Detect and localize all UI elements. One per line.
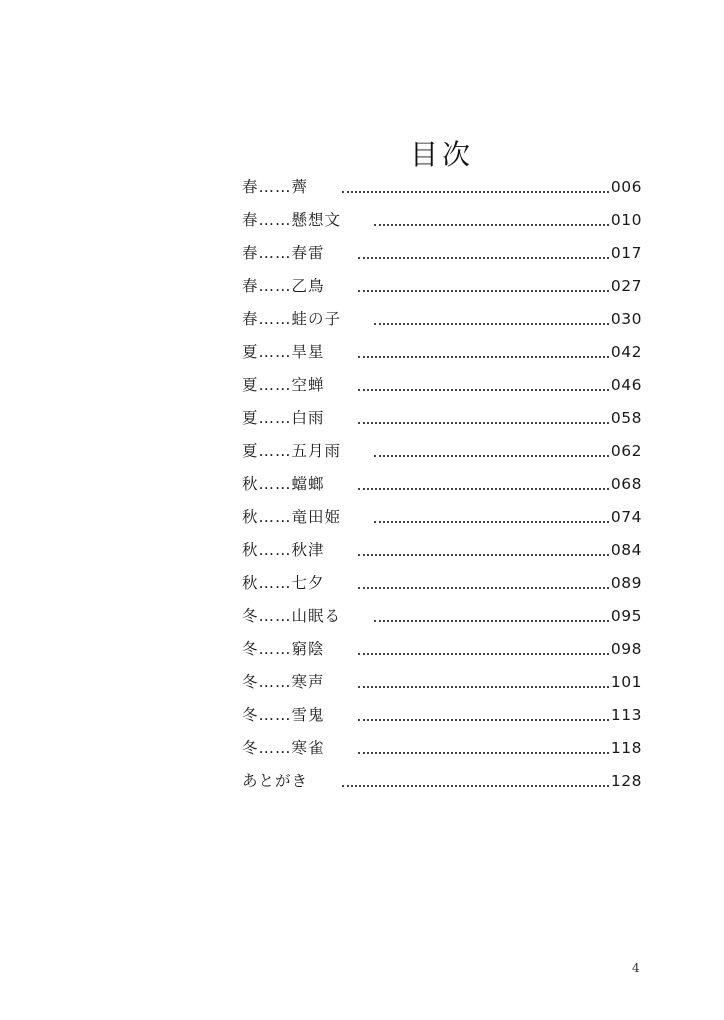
toc-dot-leader	[358, 746, 609, 754]
toc-entry[interactable]	[242, 402, 642, 435]
toc-entry[interactable]	[242, 336, 642, 369]
page-number: 4	[632, 961, 640, 975]
toc-entry-page: 058	[610, 409, 642, 427]
toc-dot-leader	[374, 218, 609, 226]
toc-entry[interactable]	[242, 468, 642, 501]
toc-dot-leader	[374, 317, 609, 325]
toc-entry-page: 113	[610, 706, 642, 724]
toc-entry-page: 006	[610, 178, 642, 196]
toc-entry-page: 084	[610, 541, 642, 559]
toc-dot-leader	[358, 383, 609, 391]
toc-entry-page: 046	[610, 376, 642, 394]
toc-dot-leader	[358, 548, 609, 556]
toc-entry-title: 春……乙鳥	[242, 277, 325, 295]
toc-dot-leader	[358, 284, 609, 292]
toc-entry[interactable]	[242, 501, 642, 534]
toc-entry-title: 夏……五月雨	[242, 442, 342, 460]
toc-entry-title: 秋……秋津	[242, 541, 325, 559]
toc-entry-title: 春……蛙の子	[242, 310, 342, 328]
toc-entry[interactable]	[242, 765, 642, 798]
toc-entry[interactable]	[242, 369, 642, 402]
toc-entry-page: 118	[610, 739, 642, 757]
toc-dot-leader	[358, 416, 609, 424]
toc-entry-page: 101	[610, 673, 642, 691]
toc-entry-page: 027	[610, 277, 642, 295]
toc-entry-title: 冬……寒雀	[242, 739, 325, 757]
toc-dot-leader	[358, 350, 609, 358]
toc-entry[interactable]	[242, 435, 642, 468]
toc-dot-leader	[358, 713, 609, 721]
toc-dot-leader	[374, 449, 609, 457]
toc-entry-title: 春……薺	[242, 178, 309, 196]
toc-entry[interactable]	[242, 699, 642, 732]
toc-dot-leader	[374, 614, 609, 622]
toc-entry[interactable]	[242, 270, 642, 303]
page-title: 目次	[409, 138, 474, 171]
toc-entry[interactable]	[242, 237, 642, 270]
toc-entry-page: 030	[610, 310, 642, 328]
toc-entry-title: 秋……竜田姫	[242, 508, 342, 526]
toc-entry[interactable]	[242, 171, 642, 204]
toc-entry-title: 冬……雪鬼	[242, 706, 325, 724]
toc-dot-leader	[342, 779, 609, 787]
toc-entry-title: 夏……旱星	[242, 343, 325, 361]
toc-entry-page: 074	[610, 508, 642, 526]
toc-entry-page: 068	[610, 475, 642, 493]
toc-dot-leader	[342, 185, 609, 193]
toc-entry-page: 089	[610, 574, 642, 592]
toc-dot-leader	[358, 251, 609, 259]
toc-entry[interactable]	[242, 204, 642, 237]
toc-entry[interactable]	[242, 732, 642, 765]
toc-entry-page: 095	[610, 607, 642, 625]
toc-entry-title: 冬……窮陰	[242, 640, 325, 658]
toc-entry-page: 042	[610, 343, 642, 361]
toc-entry-title: 夏……白雨	[242, 409, 325, 427]
toc-entry[interactable]	[242, 600, 642, 633]
toc-dot-leader	[358, 581, 609, 589]
toc-entry-title: 冬……寒声	[242, 673, 325, 691]
toc-entry-title: 秋……蟷螂	[242, 475, 325, 493]
toc-dot-leader	[374, 515, 609, 523]
toc-entry[interactable]	[242, 633, 642, 666]
toc-entry-title: 冬……山眠る	[242, 607, 342, 625]
toc-entry-page: 010	[610, 211, 642, 229]
toc-entry-page: 017	[610, 244, 642, 262]
toc-entry-page: 098	[610, 640, 642, 658]
toc-entry[interactable]	[242, 534, 642, 567]
toc-entry-page: 128	[610, 772, 642, 790]
toc-entry[interactable]	[242, 567, 642, 600]
toc-entry[interactable]	[242, 666, 642, 699]
toc-dot-leader	[358, 482, 609, 490]
toc-entry-title: 夏……空蝉	[242, 376, 325, 394]
table-of-contents	[242, 171, 642, 798]
toc-entry-title: 春……春雷	[242, 244, 325, 262]
toc-entry-page: 062	[610, 442, 642, 460]
toc-entry-title: あとがき	[242, 772, 309, 790]
toc-dot-leader	[358, 680, 609, 688]
toc-entry-title: 秋……七夕	[242, 574, 325, 592]
toc-entry[interactable]	[242, 303, 642, 336]
toc-entry-title: 春……懸想文	[242, 211, 342, 229]
toc-dot-leader	[358, 647, 609, 655]
